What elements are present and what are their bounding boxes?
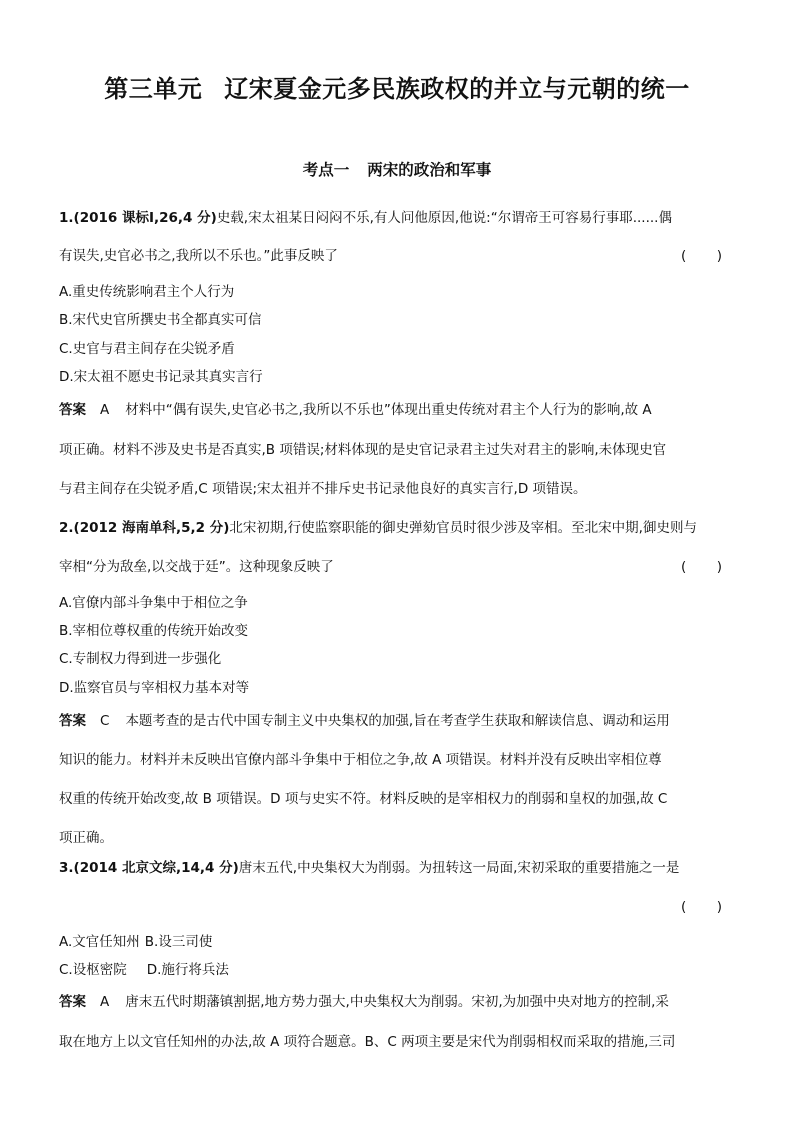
- question-1-option-c: C.史官与君主间存在尖锐矛盾: [59, 341, 235, 357]
- answer-label: 答案: [59, 402, 86, 418]
- question-1-explanation-3: 与君主间存在尖锐矛盾,C 项错误;宋太祖并不排斥史书记录他良好的真实言行,D 项错误。: [59, 481, 587, 497]
- answer-blank[interactable]: ( ): [681, 248, 722, 264]
- unit-name: 辽宋夏金元多民族政权的并立与元朝的统一: [224, 75, 690, 103]
- question-2-option-d: D.监察官员与宰相权力基本对等: [59, 680, 250, 696]
- question-3-option-d: D.施行将兵法: [146, 962, 229, 978]
- unit-prefix: 第三单元: [104, 75, 203, 103]
- section-title: [0, 158, 794, 182]
- question-3-options-row-1: [59, 930, 722, 954]
- question-2-answer-key: C: [100, 713, 110, 729]
- question-3-answer-line-1: [59, 990, 722, 1014]
- question-1-stem-line-2: 有误失,史官必书之,我所以不乐也。”此事反映了: [59, 248, 338, 264]
- question-3-explanation-2: 取在地方上以文官任知州的办法,故 A 项符合题意。B、C 两项主要是宋代为削弱相权而采取的措施,三司: [59, 1034, 676, 1050]
- question-2-stem-text-1: 北宋初期,行使监察职能的御史弹劾官员时很少涉及宰相。至北宋中期,御史则与: [229, 520, 697, 536]
- question-3-options-row-2: [59, 958, 722, 982]
- question-2-source: (2012 海南单科,5,2 分): [73, 520, 230, 536]
- question-1-explanation-1: 材料中“偶有误失,史官必书之,我所以不乐也”体现出重史传统对君主个人行为的影响,故 A: [125, 402, 652, 418]
- question-1-stem-line-1: [59, 206, 722, 230]
- question-2-option-c: C.专制权力得到进一步强化: [59, 651, 222, 667]
- question-2-explanation-2: 知识的能力。材料并未反映出官僚内部斗争集中于相位之争,故 A 项错误。材料并没有反映出宰相位尊: [59, 752, 662, 768]
- question-3-option-a: A.文官任知州: [59, 934, 140, 950]
- answer-blank[interactable]: ( ): [681, 899, 722, 915]
- question-3-answer-key: A: [100, 994, 110, 1010]
- answer-label: 答案: [59, 994, 86, 1010]
- question-1-option-b: B.宋代史官所撰史书全都真实可信: [59, 312, 262, 328]
- question-3-number: 3.: [59, 860, 74, 876]
- question-1-option-d: D.宋太祖不愿史书记录其真实言行: [59, 369, 263, 385]
- unit-title: [0, 72, 794, 106]
- question-2-option-a: A.官僚内部斗争集中于相位之争: [59, 595, 248, 611]
- question-2-explanation-1: 本题考查的是古代中国专制主义中央集权的加强,旨在考查学生获取和解读信息、调动和运用: [125, 713, 670, 729]
- question-2-stem-line-2: 宰相“分为敌垒,以交战于廷”。这种现象反映了: [59, 559, 334, 575]
- question-1-answer-key: A: [100, 402, 110, 418]
- question-1-number: 1.: [59, 210, 74, 226]
- question-2-stem-line-1: [59, 516, 722, 540]
- section-label: 考点一: [302, 161, 350, 179]
- question-3-option-c: C.设枢密院: [59, 962, 127, 978]
- section-name: 两宋的政治和军事: [367, 161, 492, 179]
- question-2-number: 2.: [59, 520, 74, 536]
- question-1-stem-text-1: 史载,宋太祖某日闷闷不乐,有人问他原因,他说:“尔谓帝王可容易行事耶......偶: [216, 210, 672, 226]
- question-2-option-b: B.宰相位尊权重的传统开始改变: [59, 623, 249, 639]
- question-3-option-b: B.设三司使: [144, 934, 213, 950]
- question-1-option-a: A.重史传统影响君主个人行为: [59, 284, 235, 300]
- question-1-answer-line-1: [59, 398, 722, 422]
- question-3-stem-text-1: 唐末五代,中央集权大为削弱。为扭转这一局面,宋初采取的重要措施之一是: [238, 860, 680, 876]
- question-2-explanation-4: 项正确。: [59, 830, 113, 846]
- answer-label: 答案: [59, 713, 86, 729]
- question-3-explanation-1: 唐末五代时期藩镇割据,地方势力强大,中央集权大为削弱。宋初,为加强中央对地方的控制,采: [125, 994, 669, 1010]
- answer-blank[interactable]: ( ): [681, 559, 722, 575]
- question-3-source: (2014 北京文综,14,4 分): [73, 860, 239, 876]
- question-3-stem-line-1: [59, 856, 722, 880]
- question-2-explanation-3: 权重的传统开始改变,故 B 项错误。D 项与史实不符。材料反映的是宰相权力的削弱和皇权的加强,故 C: [59, 791, 668, 807]
- question-2-answer-line-1: [59, 709, 722, 733]
- question-1-source: (2016 课标Ⅰ,26,4 分): [73, 210, 217, 226]
- question-1-explanation-2: 项正确。材料不涉及史书是否真实,B 项错误;材料体现的是史官记录君主过失对君主的影响,未体现史官: [59, 442, 667, 458]
